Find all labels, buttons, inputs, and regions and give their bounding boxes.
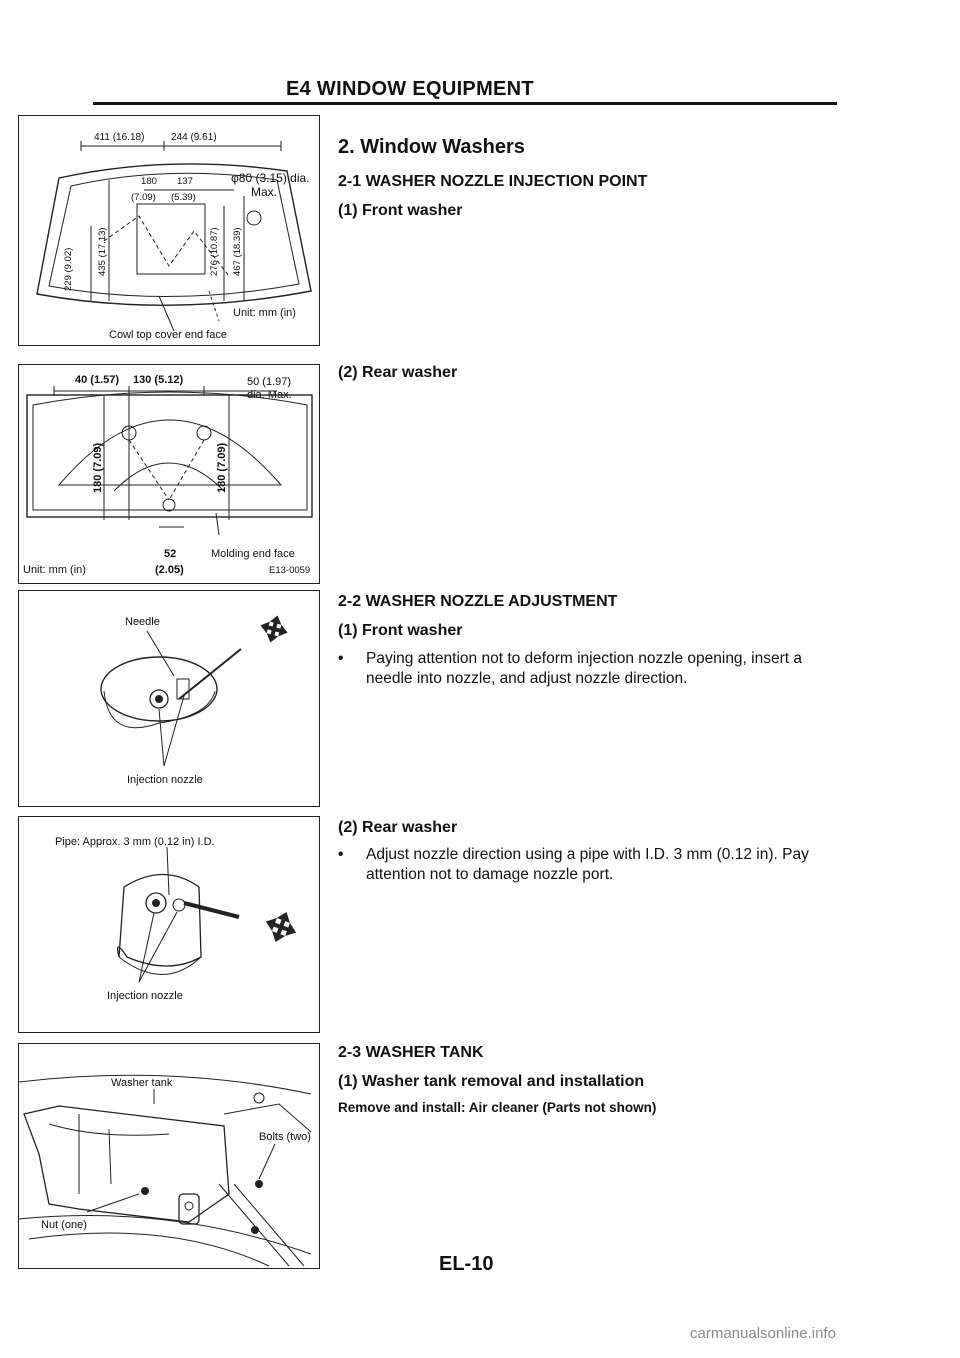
fig2-molding: Molding end face bbox=[211, 548, 295, 560]
fig1-d180in: (7.09) bbox=[131, 192, 156, 203]
fig1-d180: 180 bbox=[141, 176, 157, 187]
s3-note: Remove and install: Air cleaner (Parts not shown) bbox=[338, 1100, 657, 1115]
fig2-dim50: 50 (1.97) bbox=[247, 376, 292, 388]
header-rule bbox=[93, 102, 837, 105]
adjust-direction-icon-2 bbox=[260, 906, 301, 947]
fig1-v229: 229 (9.02) bbox=[63, 247, 74, 291]
front-washer-diagram bbox=[19, 116, 319, 345]
fig1-v435: 435 (17.13) bbox=[97, 227, 108, 276]
figure-pipe-adjustment bbox=[18, 816, 320, 1033]
fig1-d137: 137 bbox=[177, 176, 193, 187]
fig5-nut: Nut (one) bbox=[41, 1219, 87, 1231]
s2-front: (1) Front washer bbox=[338, 622, 463, 639]
fig3-nozzle: Injection nozzle bbox=[127, 774, 203, 786]
fig1-v467: 467 (18.39) bbox=[232, 227, 243, 276]
fig1-d137in: (5.39) bbox=[171, 192, 196, 203]
s2-rear-bullet bbox=[338, 845, 848, 885]
fig5-tank: Washer tank bbox=[111, 1077, 173, 1089]
fig4-nozzle: Injection nozzle bbox=[107, 990, 183, 1002]
s2-heading: 2-2 WASHER NOZZLE ADJUSTMENT bbox=[338, 593, 618, 610]
washer-tank-diagram bbox=[19, 1044, 319, 1268]
fig1-unit: Unit: mm (in) bbox=[233, 307, 296, 319]
s2-front-text: Paying attention not to deform injection nozzle opening, insert a needle into nozzle, and adjust nozzle direction. bbox=[366, 650, 802, 687]
fig2-v180a: 180 (7.09) bbox=[92, 442, 104, 493]
fig1-v276: 276 (10.87) bbox=[209, 227, 220, 276]
fig2-code: E13-0059 bbox=[269, 565, 311, 576]
fig5-bolts: Bolts (two) bbox=[259, 1131, 311, 1143]
fig2-v180b: 180 (7.09) bbox=[216, 442, 228, 493]
pipe-diagram bbox=[19, 817, 319, 1032]
fig2-d52: 52 bbox=[164, 548, 177, 560]
fig1-max: Max. bbox=[251, 185, 278, 199]
s1-front: (1) Front washer bbox=[338, 202, 463, 219]
fig1-dia: φ80 (3.15) dia. bbox=[231, 171, 310, 185]
watermark: carmanualsonline.info bbox=[690, 1325, 836, 1342]
fig4-pipe: Pipe: Approx. 3 mm (0.12 in) I.D. bbox=[55, 836, 215, 848]
section-title: 2. Window Washers bbox=[338, 136, 525, 158]
fig2-unit: Unit: mm (in) bbox=[23, 564, 86, 576]
fig1-caption: Cowl top cover end face bbox=[109, 329, 228, 341]
s2-rear: (2) Rear washer bbox=[338, 819, 458, 836]
figure-front-washer-points bbox=[18, 115, 320, 346]
rear-washer-diagram bbox=[19, 365, 319, 583]
page-number: EL-10 bbox=[439, 1253, 494, 1275]
fig2-d52in: (2.05) bbox=[155, 564, 184, 576]
bullet-dot: • bbox=[338, 846, 344, 863]
figure-needle-adjustment bbox=[18, 590, 320, 807]
s2-front-bullet bbox=[338, 649, 848, 689]
s1-heading: 2-1 WASHER NOZZLE INJECTION POINT bbox=[338, 173, 648, 190]
figure-rear-washer-points bbox=[18, 364, 320, 584]
adjust-direction-icon bbox=[257, 612, 291, 646]
fig1-dim-244: 244 (9.61) bbox=[171, 132, 217, 143]
fig1-dim-411: 411 (16.18) bbox=[94, 132, 145, 143]
fig2-dim130: 130 (5.12) bbox=[133, 374, 184, 386]
fig2-dim40: 40 (1.57) bbox=[75, 374, 120, 386]
needle-diagram bbox=[19, 591, 319, 806]
figure-washer-tank bbox=[18, 1043, 320, 1269]
fig2-diamax: dia. Max. bbox=[247, 389, 292, 401]
bullet-dot: • bbox=[338, 650, 344, 667]
s3-heading: 2-3 WASHER TANK bbox=[338, 1044, 484, 1061]
fig3-needle: Needle bbox=[125, 616, 160, 628]
s2-rear-text: Adjust nozzle direction using a pipe with I.D. 3 mm (0.12 in). Pay attention not to damage nozzle port. bbox=[366, 846, 809, 883]
s1-rear: (2) Rear washer bbox=[338, 364, 458, 381]
s3-sub: (1) Washer tank removal and installation bbox=[338, 1073, 645, 1090]
page-header-title: E4 WINDOW EQUIPMENT bbox=[286, 78, 534, 100]
